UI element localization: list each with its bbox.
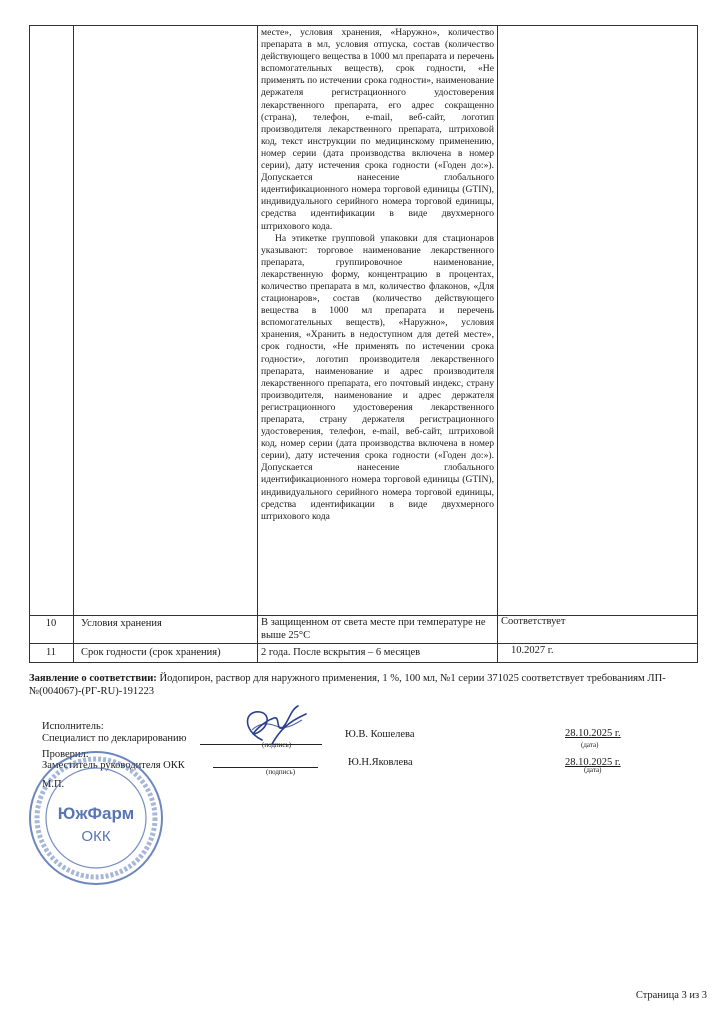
labeling-paragraph: месте», условия хранения, «Наружно», количество препарата в мл, условия отпуска, состав (количество действующего вещества в 1000 мл препарата и перечень вспомогательных веществ), срок годности, «Не применять по истечении срока годности», наименование держателя регистрационного удостоверения лекарственного препарата, его адрес сокращенно (страна), телефон, e-mail, веб-сайт, логотип производителя лекарственного препарата, штриховой код, текст инструкции по медицинскому применению, номер серии (дата производства включена в номер серии), дату истечения срока годности («Годен до:»). Допускается нанесение глобального идентификационного номера торговой единицы (GTIN), индивидуального серийного номера торговой единицы, средства идентификации в виде двухмерного штрихового кода. bbox=[261, 27, 494, 232]
table-border-right bbox=[697, 25, 698, 663]
row-11-requirement: 2 года. После вскрытия – 6 месяцев bbox=[261, 647, 421, 658]
row-11-result: 10.2027 г. bbox=[511, 645, 554, 656]
row-10-number: 10 bbox=[45, 618, 57, 629]
handwritten-signature bbox=[232, 700, 312, 750]
row-11-number: 11 bbox=[45, 647, 57, 658]
checker-sign-caption: (подпись) bbox=[266, 768, 296, 776]
row-10-requirement: В защищенном от света месте при температуре не выше 25°С bbox=[261, 617, 486, 641]
checker-name: Ю.Н.Яковлева bbox=[348, 757, 413, 768]
checker-date: 28.10.2025 г. bbox=[565, 757, 621, 768]
conformity-statement bbox=[29, 672, 689, 698]
checker-title: Заместитель руководителя ОКК bbox=[42, 760, 185, 771]
executor-name: Ю.В. Кошелева bbox=[345, 729, 415, 740]
table-border-bottom bbox=[29, 662, 698, 663]
table-border-left bbox=[29, 25, 30, 663]
table-divider-name bbox=[257, 25, 258, 663]
page-number: Страница 3 из 3 bbox=[635, 990, 707, 1001]
table-divider-requirement bbox=[497, 25, 498, 663]
statement-text: Йодопирон, раствор для наружного применения, 1 %, 100 мл, №1 серии 371025 соответствует требованиям ЛП-№(004067)-(РГ-RU)-191223 bbox=[29, 673, 666, 697]
row-11-name: Срок годности (срок хранения) bbox=[81, 647, 221, 658]
executor-title: Специалист по декларированию bbox=[42, 733, 187, 744]
executor-date-caption: (дата) bbox=[581, 741, 599, 749]
labeling-paragraph: На этикетке групповой упаковки для стационаров указывают: торговое наименование лекарственного препарата, группировочное наименование, лекарственную форму, концентрацию в процентах, количество препарата в мл, количество флаконов, «Для стационаров», состав (количество действующего вещества в 1000 мл препарата и перечень вспомогательных веществ), «Наружно», условия хранения, «Хранить в недоступном для детей месте», срок годности, «Не применять по истечении срока годности», логотип производителя лекарственного препарата, наименование и адрес производителя лекарственного препарата, его почтовый индекс, страну производителя, наименование и адрес держателя регистрационного удостоверения лекарственного препарата, страну держателя регистрационного удостоверения, телефон, e-mail, веб-сайт, штриховой код, номер серии (дата производства включена в номер серии), дату истечения срока годности («Годен до:»). Допускается нанесение глобального идентификационного номера торговой единицы (GTIN), индивидуального серийного номера торговой единицы, средства идентификации в виде двухмерного штрихового кода bbox=[261, 232, 494, 522]
statement-label: Заявление о соответствии: bbox=[29, 673, 157, 684]
checked-label: Проверил: bbox=[42, 749, 89, 760]
stamp-logo-text: ЮжФарм bbox=[57, 804, 135, 823]
table-border-top bbox=[29, 25, 698, 26]
company-stamp bbox=[26, 748, 166, 888]
table-row-divider-11 bbox=[29, 643, 698, 644]
executor-label: Исполнитель: bbox=[42, 721, 104, 732]
row-10-result: Соответствует bbox=[501, 616, 566, 627]
stamp-sub-text: ОКК bbox=[81, 828, 111, 845]
checker-date-caption: (дата) bbox=[584, 766, 602, 774]
labeling-requirements-text bbox=[261, 27, 494, 523]
executor-date: 28.10.2025 г. bbox=[565, 728, 621, 739]
table-divider-num bbox=[73, 25, 74, 663]
spec-table bbox=[29, 25, 698, 663]
row-10-name: Условия хранения bbox=[81, 618, 162, 629]
seal-label: М.П. bbox=[42, 779, 65, 790]
executor-sign-caption: (подпись) bbox=[262, 741, 292, 749]
